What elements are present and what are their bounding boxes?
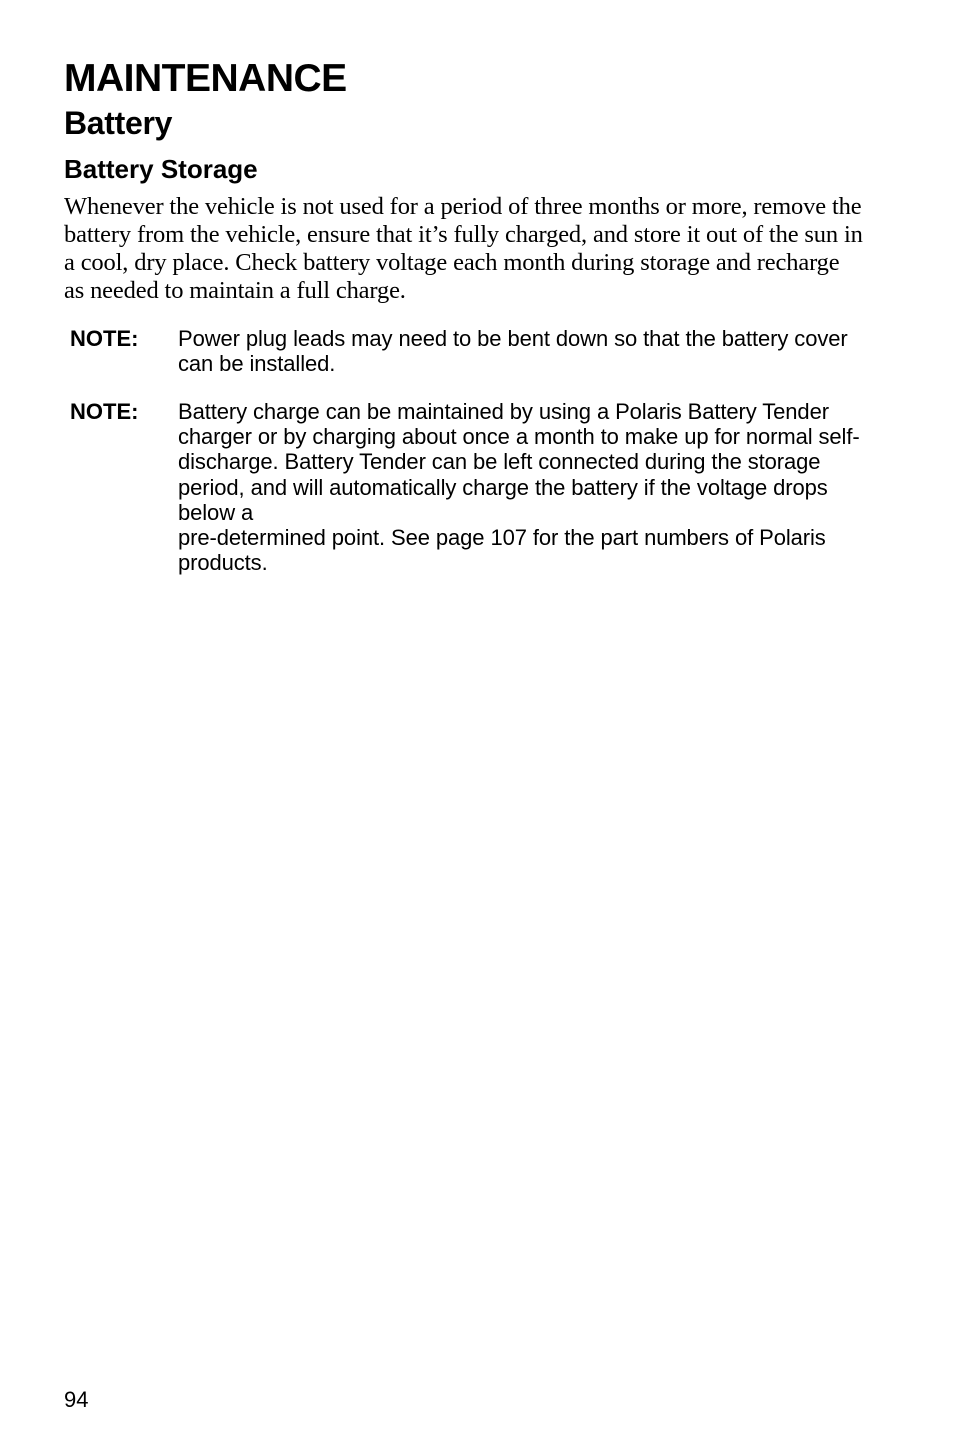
note-text: Power plug leads may need to be bent down so that the battery cover can be installed. <box>178 326 848 377</box>
section-title: Battery <box>64 105 173 141</box>
page-number: 94 <box>64 1387 89 1412</box>
chapter-title: MAINTENANCE <box>64 57 347 100</box>
storage-paragraph: Whenever the vehicle is not used for a period of three months or more, remove the battery from the vehicle, ensure that it’s fully charged, and store it out of the sun in a cool, dry place. Check battery voltage each month during storage and recharge as needed to maintain a full charge. <box>64 193 863 304</box>
note-label: NOTE: <box>70 399 139 424</box>
note-battery-tender <box>70 399 860 575</box>
subsection-title: Battery Storage <box>64 154 258 184</box>
note-power-plug <box>70 326 860 376</box>
note-text: Battery charge can be maintained by using a Polaris Battery Tender charger or by charging about once a month to make up for normal self-discharge. Battery Tender can be left connected during the storage period, and will automatically charge the battery if the voltage drops below a pre-determined point. See page 107 for the part numbers of Polaris products. <box>178 399 860 576</box>
manual-page <box>64 0 864 1454</box>
note-label: NOTE: <box>70 326 139 351</box>
